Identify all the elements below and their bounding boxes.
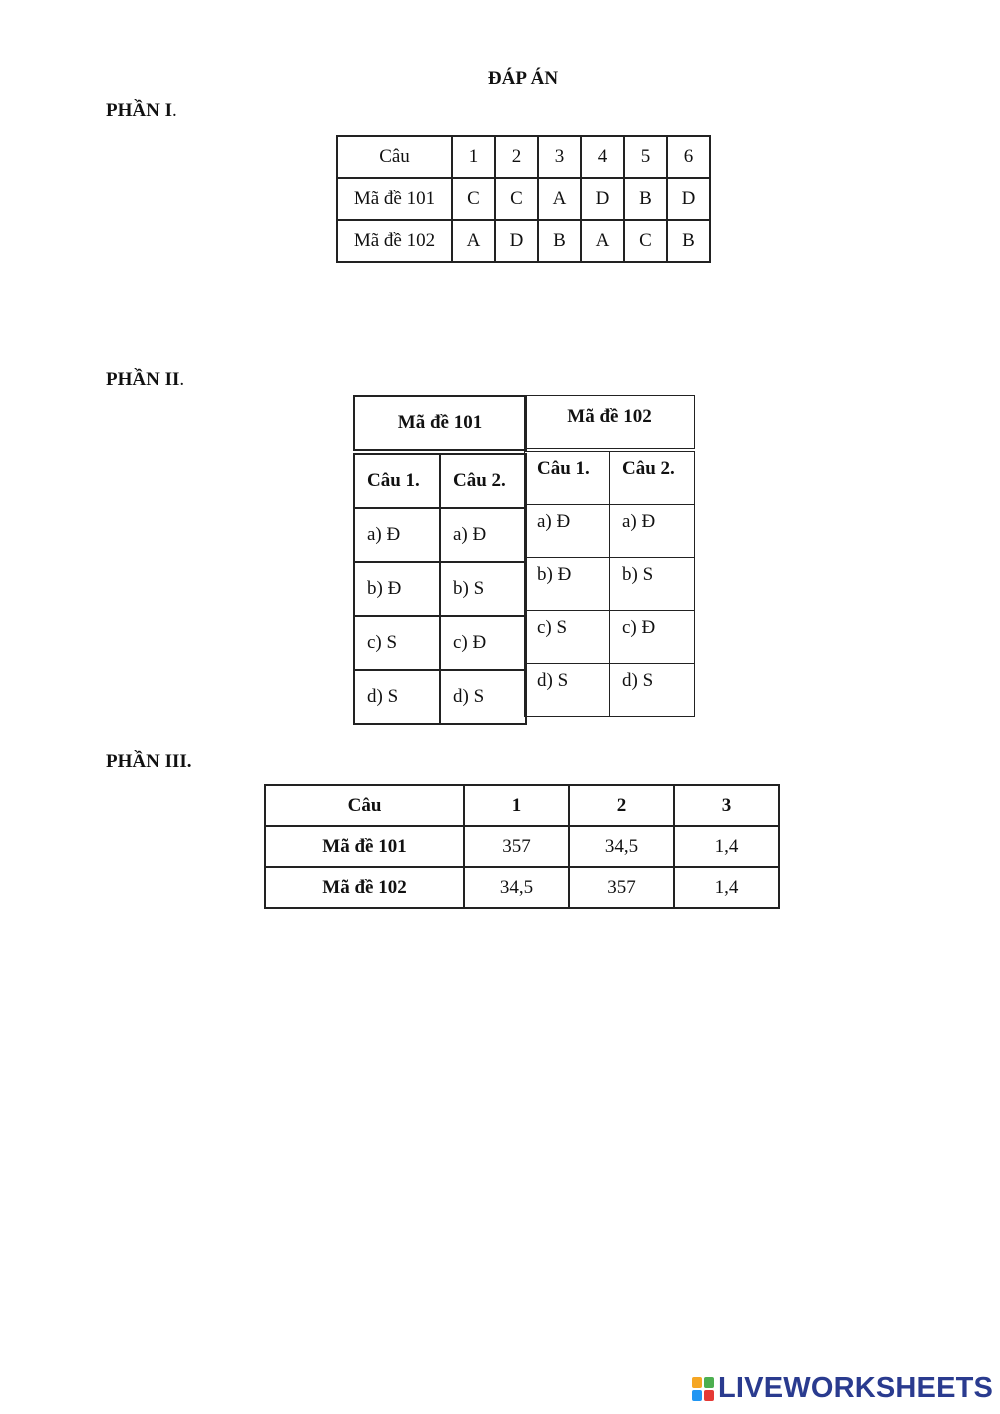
table-cell: Câu 1. xyxy=(525,452,610,505)
table-header: Mã đề 102 xyxy=(525,396,695,449)
part1-heading-text: PHẦN I xyxy=(106,100,172,121)
table-cell: d) S xyxy=(610,664,695,717)
part2-code-102-block xyxy=(524,395,695,717)
table-row xyxy=(525,558,695,611)
part2-heading-suffix: . xyxy=(179,369,185,390)
table-cell: d) S xyxy=(440,670,526,724)
table-cell: b) Đ xyxy=(354,562,440,616)
table-cell: c) Đ xyxy=(610,611,695,664)
table-row xyxy=(265,826,779,867)
table-cell: Câu xyxy=(265,785,464,826)
table-row xyxy=(265,785,779,826)
table-row xyxy=(337,220,710,262)
table-cell: 2 xyxy=(495,136,538,178)
table-cell: c) S xyxy=(354,616,440,670)
table-cell: 4 xyxy=(581,136,624,178)
part1-heading xyxy=(106,100,177,122)
table-cell: 6 xyxy=(667,136,710,178)
table-cell: C xyxy=(495,178,538,220)
table-cell: a) Đ xyxy=(354,508,440,562)
table-cell: 357 xyxy=(569,867,674,908)
table-cell: c) S xyxy=(525,611,610,664)
table-row xyxy=(525,505,695,558)
table-cell: c) Đ xyxy=(440,616,526,670)
table-cell: C xyxy=(452,178,495,220)
table-cell: Câu 1. xyxy=(354,454,440,508)
table-cell: Câu 2. xyxy=(440,454,526,508)
table-cell: Mã đề 101 xyxy=(265,826,464,867)
table-row xyxy=(354,508,526,562)
table-cell: D xyxy=(667,178,710,220)
table-cell: 357 xyxy=(464,826,569,867)
part3-heading: PHẦN III. xyxy=(106,751,192,772)
table-cell: Mã đề 101 xyxy=(337,178,452,220)
table-cell: 1 xyxy=(452,136,495,178)
table-cell: B xyxy=(538,220,581,262)
part2-code-101-block xyxy=(353,395,527,725)
table-cell: Câu 2. xyxy=(610,452,695,505)
table-cell: b) S xyxy=(610,558,695,611)
part2-heading xyxy=(106,369,184,391)
table-cell: 5 xyxy=(624,136,667,178)
table-row xyxy=(354,562,526,616)
table-cell: a) Đ xyxy=(610,505,695,558)
table-cell: a) Đ xyxy=(440,508,526,562)
table-cell: b) S xyxy=(440,562,526,616)
table-cell: A xyxy=(538,178,581,220)
table-cell: 34,5 xyxy=(569,826,674,867)
table-row xyxy=(354,670,526,724)
table-row xyxy=(354,396,526,450)
table-row xyxy=(354,616,526,670)
table-cell: D xyxy=(581,178,624,220)
part2-code-101-table xyxy=(353,395,527,725)
table-row xyxy=(525,611,695,664)
liveworksheets-watermark xyxy=(692,1374,993,1403)
table-cell: 34,5 xyxy=(464,867,569,908)
table-row xyxy=(525,396,695,449)
table-row xyxy=(265,867,779,908)
table-header: Mã đề 101 xyxy=(354,396,526,450)
table-row xyxy=(525,664,695,717)
part1-heading-suffix: . xyxy=(171,100,177,121)
table-cell: b) Đ xyxy=(525,558,610,611)
document-title: ĐÁP ÁN xyxy=(487,68,559,89)
table-cell: a) Đ xyxy=(525,505,610,558)
table-cell: 3 xyxy=(674,785,779,826)
table-cell: Mã đề 102 xyxy=(265,867,464,908)
table-cell: d) S xyxy=(525,664,610,717)
part2-code-102-table xyxy=(524,395,695,717)
liveworksheets-logo-icon xyxy=(692,1377,714,1401)
part3-answer-table xyxy=(264,784,780,909)
part1-answer-table xyxy=(336,135,711,263)
table-cell: 2 xyxy=(569,785,674,826)
table-cell: D xyxy=(495,220,538,262)
table-cell: 1,4 xyxy=(674,867,779,908)
part2-heading-text: PHẦN II xyxy=(106,369,180,390)
table-cell: C xyxy=(624,220,667,262)
table-cell: Câu xyxy=(337,136,452,178)
table-cell: 1 xyxy=(464,785,569,826)
table-cell: 1,4 xyxy=(674,826,779,867)
table-row xyxy=(525,452,695,505)
table-row xyxy=(354,454,526,508)
watermark-text: LIVEWORKSHEETS xyxy=(718,1372,994,1404)
table-cell: 3 xyxy=(538,136,581,178)
table-cell: A xyxy=(581,220,624,262)
table-cell: Mã đề 102 xyxy=(337,220,452,262)
table-row xyxy=(337,136,710,178)
table-cell: B xyxy=(624,178,667,220)
table-row xyxy=(337,178,710,220)
table-cell: d) S xyxy=(354,670,440,724)
table-cell: B xyxy=(667,220,710,262)
table-cell: A xyxy=(452,220,495,262)
